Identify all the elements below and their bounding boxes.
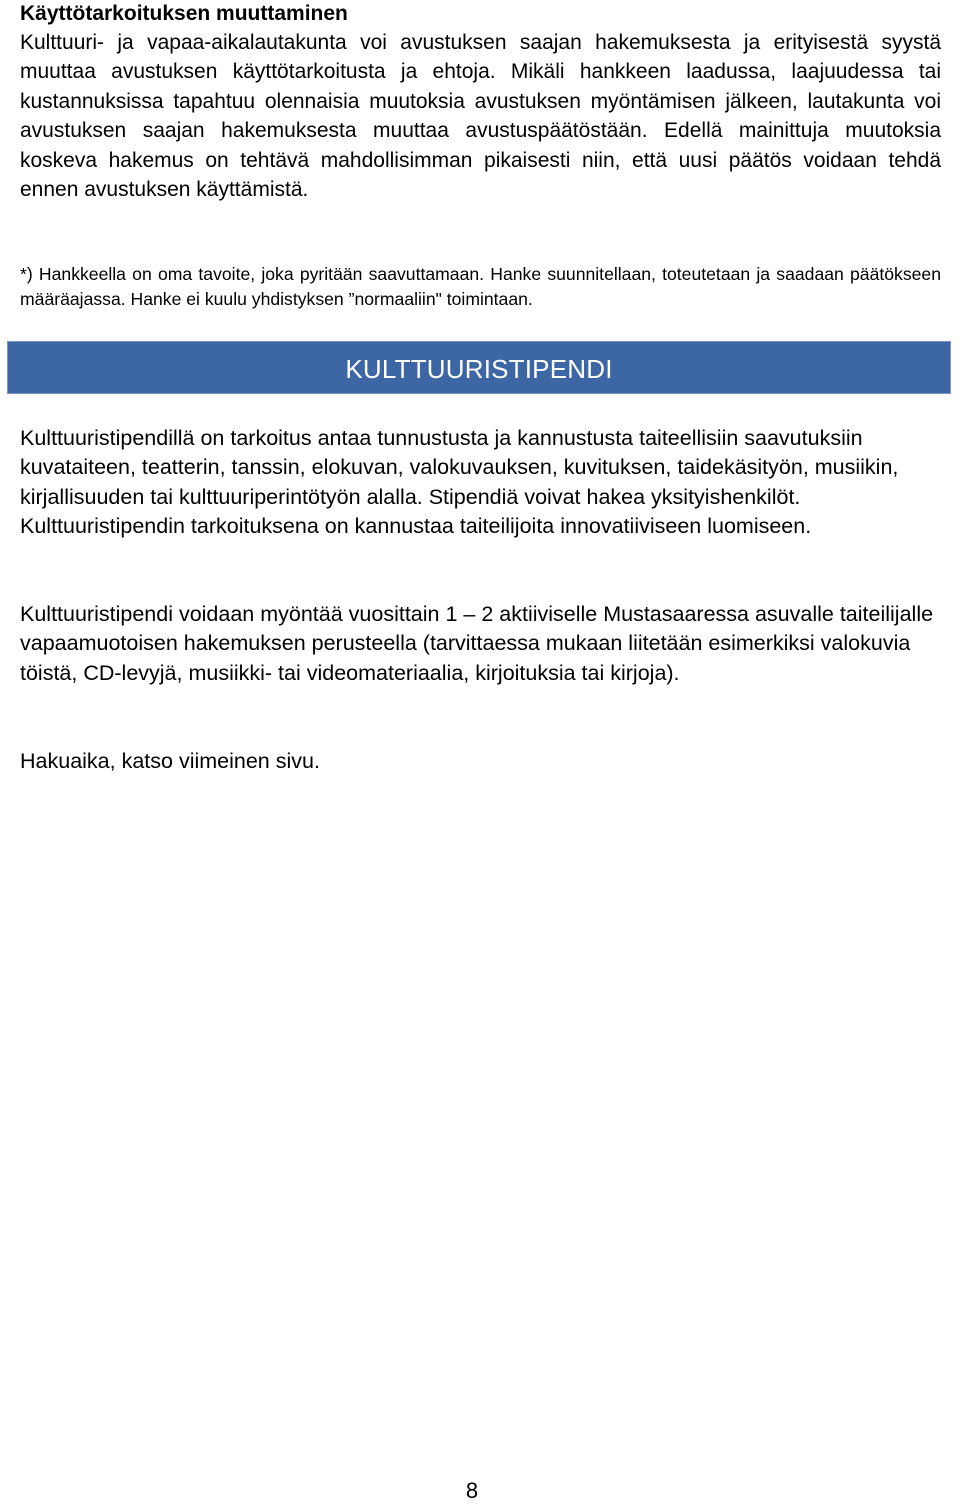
section-banner — [7, 341, 951, 394]
project-footnote: *) Hankkeella on oma tavoite, joka pyritään saavuttamaan. Hanke suunnitellaan, toteutetaan ja saadaan päätökseen määräajassa. Hanke ei kuulu yhdistyksen ”normaaliin" toimintaan. — [20, 264, 941, 309]
section-heading: Käyttötarkoituksen muuttaminen — [20, 2, 348, 25]
application-period-paragraph: Hakuaika, katso viimeinen sivu. — [20, 749, 320, 773]
usage-change-paragraph: Kulttuuri- ja vapaa-aikalautakunta voi avustuksen saajan hakemuksesta ja erityisestä syystä muuttaa avustuksen käyttötarkoitusta ja ehtoja. Mikäli hankkeen laadussa, laajuudessa tai kustannuksissa tapahtuu olennaisia muutoksia avustuksen myöntämisen jälkeen, lautakunta voi avustuksen saajan hakemuksesta muuttaa avustuspäätöstään. Edellä mainittuja muutoksia koskeva hakemus on tehtävä mahdollisimman pikaisesti niin, että uusi päätös voidaan tehdä ennen avustuksen käyttämistä. — [20, 31, 941, 202]
page-number: 8 — [465, 1478, 479, 1503]
stipend-purpose-paragraph: Kulttuuristipendillä on tarkoitus antaa tunnustusta ja kannustusta taiteellisiin saavutuksiin kuvataiteen, teatterin, tanssin, elokuvan, valokuvauksen, kuvituksen, taidekäsityön, musiikin, kirjallisuuden tai kulttuuriperintötyön alalla. Stipendiä voivat hakea yksityishenkilöt. Kulttuuristipendin tarkoituksena on kannustaa taiteilijoita innovatiiviseen luomiseen. — [20, 426, 899, 538]
stipend-award-paragraph: Kulttuuristipendi voidaan myöntää vuosittain 1 – 2 aktiiviselle Mustasaaressa asuvalle taiteilijalle vapaamuotoisen hakemuksen perusteella (tarvittaessa mukaan liitetään esimerkiksi valokuvia töistä, CD-levyjä, musiikki- tai videomateriaalia, kirjoituksia tai kirjoja). — [20, 602, 934, 685]
banner-title: KULTTUURISTIPENDI — [345, 354, 613, 384]
